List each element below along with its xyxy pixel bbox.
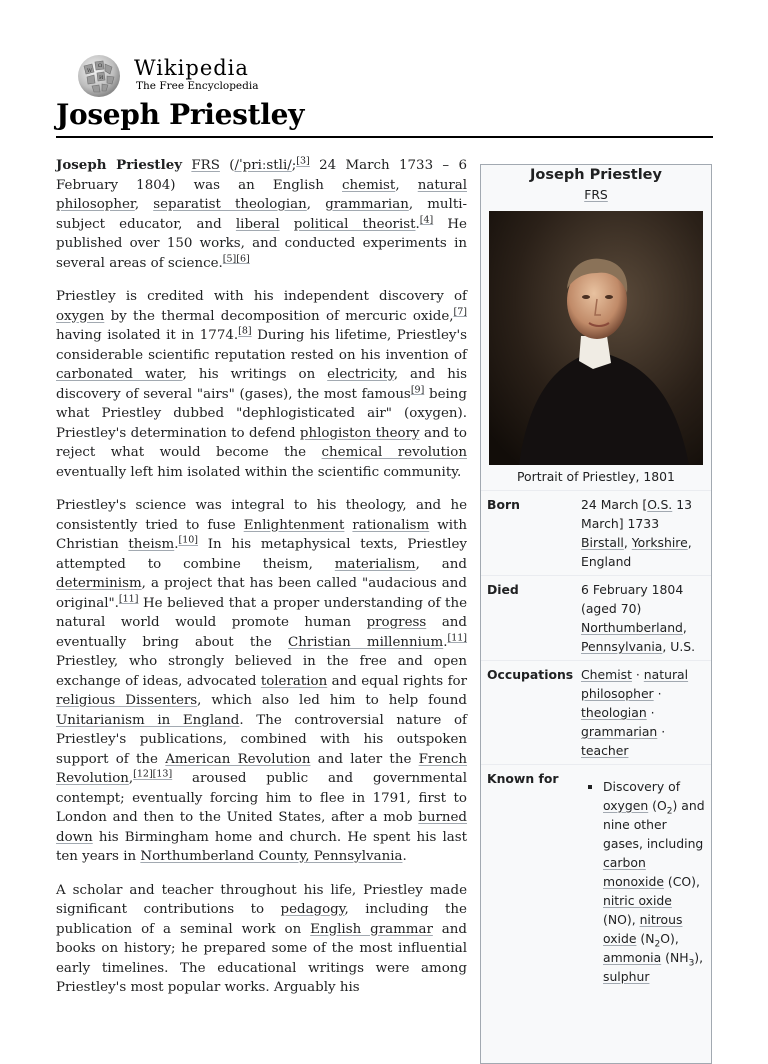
portrait-caption: Portrait of Priestley, 1801	[517, 469, 675, 484]
link-religious-dissenters[interactable]: religious Dissenters	[56, 693, 198, 708]
subject-name: Joseph Priestley	[56, 157, 183, 173]
text: (CO),	[663, 874, 700, 889]
text: and to reject what would become the	[56, 425, 467, 460]
known-for-row	[481, 765, 711, 991]
link-pedagogy[interactable]: pedagogy	[280, 902, 345, 917]
text: ;	[291, 158, 297, 173]
born-label: Born	[481, 491, 581, 576]
born-row	[481, 491, 711, 576]
link-yorkshire[interactable]: Yorkshire	[631, 535, 688, 550]
site-tagline: The Free Encyclopedia	[136, 80, 259, 92]
link-progress[interactable]: progress	[366, 615, 427, 630]
link-natural-philosopher-occupation[interactable]: natural philosopher	[581, 667, 689, 701]
text: Priestley is credited with his independent discovery of	[56, 289, 467, 304]
text: his Birmingham home and church. He spent his last ten years in	[56, 829, 467, 864]
separator-dot: ·	[631, 667, 644, 682]
citation-11b[interactable]: [11]	[447, 632, 468, 644]
infobox-title: Joseph Priestley	[530, 167, 662, 183]
text: During his lifetime, Priestley's considerable scientific reputation rested on his invention of	[56, 328, 467, 363]
text: being what Priestley dubbed "dephlogisticated air" (oxygen). Priestley's determination to defend	[56, 386, 467, 441]
list-item	[603, 777, 705, 986]
text: , England	[581, 535, 692, 569]
lead-paragraph-3	[56, 496, 467, 867]
born-value	[581, 491, 711, 576]
link-enlightenment[interactable]: Enlightenment	[243, 517, 345, 533]
link-northumberland[interactable]: Northumberland	[581, 620, 683, 635]
citation-11[interactable]: [11]	[118, 593, 139, 605]
site-name[interactable]: Wikipedia	[134, 56, 249, 80]
lead-paragraph-2	[56, 287, 467, 482]
link-french-revolution[interactable]: French Revolution	[56, 751, 468, 786]
link-nitrous-oxide[interactable]: nitrous oxide	[603, 912, 683, 946]
text: having isolated it in 1774.	[56, 328, 239, 343]
link-electricity[interactable]: electricity	[327, 367, 394, 382]
text: and later the	[310, 751, 419, 767]
text: He believed that a proper understanding of the natural world would promote human	[56, 595, 467, 630]
link-birstall[interactable]: Birstall	[581, 535, 624, 550]
lead-paragraph-1	[56, 156, 467, 273]
text: by the thermal decomposition of mercuric oxide,	[104, 308, 454, 324]
text: ,	[128, 771, 134, 786]
citation-4[interactable]: [4]	[419, 214, 434, 226]
text: Priestley, who strongly believed in the free and open exchange of ideas, advocated	[56, 654, 467, 689]
text: and equal rights for	[327, 673, 467, 689]
text: A scholar and teacher throughout his life, Priestley made significant contributions to	[56, 882, 467, 917]
text: .	[443, 634, 448, 650]
link-carbon-monoxide[interactable]: carbon monoxide	[603, 855, 664, 889]
portrait-painting[interactable]	[489, 211, 703, 465]
svg-text:И: И	[99, 75, 104, 81]
text: (O	[648, 798, 667, 813]
link-grammarian[interactable]: grammarian	[325, 197, 409, 212]
text: , his writings on	[182, 367, 328, 382]
citation-10[interactable]: [10]	[178, 534, 198, 546]
text: ,	[682, 620, 687, 635]
pronunciation-link[interactable]: /ˈpriːstli/	[234, 158, 292, 173]
link-chemist[interactable]: chemist	[342, 177, 396, 193]
text: and books on history; he prepared some of the most influential early timelines. The educational writings were among Priestley's most popular works. Arguably his	[56, 921, 467, 995]
occupations-value	[581, 661, 711, 765]
text: .	[415, 216, 420, 232]
died-value	[581, 576, 711, 661]
link-burned-down[interactable]: burned down	[56, 810, 467, 845]
text: .	[402, 849, 407, 864]
infobox-table	[481, 490, 711, 990]
text: with Christian	[56, 517, 467, 552]
link-liberal[interactable]: liberal	[235, 216, 280, 232]
article-body	[56, 156, 467, 1012]
text: Priestley's science was integral to his theology, and he consistently tried to fuse	[56, 498, 467, 533]
text: Discovery of	[603, 779, 681, 794]
text: 24 March [	[581, 497, 648, 512]
text: , multi-subject educator, and	[56, 197, 468, 232]
link-nitric-oxide[interactable]: nitric oxide	[603, 893, 672, 908]
link-oxygen[interactable]: oxygen	[56, 308, 105, 324]
citation-3[interactable]: [3]	[296, 155, 310, 167]
text: (NH	[661, 950, 689, 965]
text	[280, 217, 294, 232]
subscript: 2	[666, 806, 673, 817]
text: .	[174, 537, 179, 552]
link-chemical-revolution[interactable]: chemical revolution	[321, 445, 467, 460]
text: , including the publication of a seminal work on	[56, 902, 467, 937]
text: In his metaphysical texts, Priestley attempted to combine theism,	[56, 537, 467, 572]
old-style-link[interactable]: O.S.	[647, 497, 673, 512]
text: aroused public and governmental contempt; eventually forcing him to flee in 1791, first to London and then to the United States, after a mob	[56, 771, 467, 825]
link-american-revolution[interactable]: American Revolution	[165, 751, 311, 767]
link-materialism[interactable]: materialism	[334, 556, 416, 572]
page-title: Joseph Priestley	[56, 98, 305, 131]
text: (NO),	[603, 912, 640, 927]
text: and eventually bring about the	[56, 615, 467, 650]
link-sulphur[interactable]: sulphur	[603, 969, 650, 984]
text: O),	[660, 931, 679, 946]
link-ammonia[interactable]: ammonia	[603, 950, 662, 965]
citation-5[interactable]: [5]	[222, 253, 237, 265]
link-pennsylvania[interactable]: Pennsylvania	[581, 639, 663, 654]
text: 6 February 1804 (aged 70)	[581, 582, 684, 616]
died-label: Died	[481, 576, 581, 661]
separator-dot: ·	[653, 686, 662, 701]
link-theologian[interactable]: theologian	[581, 705, 647, 720]
infobox	[480, 164, 712, 1064]
text: ,	[395, 177, 418, 193]
citation-6[interactable]: [6]	[236, 253, 250, 265]
text: , U.S.	[662, 639, 696, 654]
infobox-frs-link[interactable]: FRS	[584, 187, 608, 202]
text: (	[219, 158, 235, 173]
title-divider	[56, 136, 713, 138]
occupations-label: Occupations	[481, 661, 581, 765]
text: , and his discovery of several "airs" (gases), the most famous	[56, 367, 467, 402]
link-grammarian-occupation[interactable]: grammarian	[581, 724, 658, 739]
text: eventually left him isolated within the scientific community.	[56, 464, 462, 480]
link-separatist-theologian[interactable]: separatist theologian	[153, 197, 307, 212]
link-oxygen-infobox[interactable]: oxygen	[603, 798, 649, 813]
separator-dot: ·	[646, 705, 655, 720]
citation-13[interactable]: [13]	[152, 768, 173, 780]
link-political-theorist[interactable]: political theorist	[293, 216, 416, 232]
text: 13 March] 1733	[581, 497, 692, 531]
lead-paragraph-4	[56, 881, 467, 998]
link-determinism[interactable]: determinism	[56, 576, 142, 591]
text: , a project that has been called "audacious and original".	[56, 576, 467, 611]
wikipedia-globe-icon[interactable]	[74, 52, 124, 98]
known-for-label: Known for	[481, 765, 581, 991]
citation-8[interactable]: [8]	[238, 325, 252, 337]
text: , which also led him to help found	[197, 693, 468, 708]
link-english-grammar[interactable]: English grammar	[310, 921, 433, 937]
link-unitarianism-in-england[interactable]: Unitarianism in England	[56, 712, 240, 728]
text: . The controversial nature of Priestley's publications, combined with his outspoken support of the	[56, 712, 468, 767]
link-teacher[interactable]: teacher	[581, 743, 629, 758]
svg-text:W: W	[87, 68, 93, 74]
link-toleration[interactable]: toleration	[260, 673, 328, 689]
link-rationalism[interactable]: rationalism	[352, 517, 430, 533]
known-for-list	[581, 777, 705, 986]
text: ,	[623, 535, 632, 550]
known-for-value	[581, 765, 711, 991]
subscript: 3	[688, 958, 695, 969]
link-northumberland-county[interactable]: Northumberland County, Pennsylvania	[140, 849, 403, 864]
link-natural-philosopher[interactable]: natural philosopher	[56, 177, 467, 212]
text: (N	[636, 931, 655, 946]
subscript: 2	[654, 939, 661, 950]
frs-link[interactable]: FRS	[191, 158, 220, 173]
citation-7[interactable]: [7]	[453, 306, 467, 318]
link-carbonated-water[interactable]: carbonated water	[56, 367, 183, 382]
occupations-row	[481, 661, 711, 765]
citation-12[interactable]: [12]	[133, 768, 153, 780]
link-theism[interactable]: theism	[128, 537, 175, 552]
text: He published over 150 works, and conducted experiments in several areas of science.	[56, 216, 467, 271]
text: ,	[134, 197, 154, 212]
separator-dot: ·	[657, 724, 666, 739]
svg-text:Ω: Ω	[98, 63, 103, 69]
text: ),	[694, 950, 704, 965]
link-chemist-occupation[interactable]: Chemist	[581, 667, 632, 682]
text: 24 March 1733 – 6 February 1804) was an English	[56, 158, 467, 193]
link-phlogiston-theory[interactable]: phlogiston theory	[299, 425, 420, 441]
link-christian-millennium[interactable]: Christian millennium	[288, 634, 444, 650]
citation-9[interactable]: [9]	[410, 384, 425, 396]
died-row	[481, 576, 711, 661]
text: ,	[306, 197, 326, 212]
text: , and	[415, 556, 467, 572]
text: ) and nine other gases, including	[603, 798, 705, 851]
